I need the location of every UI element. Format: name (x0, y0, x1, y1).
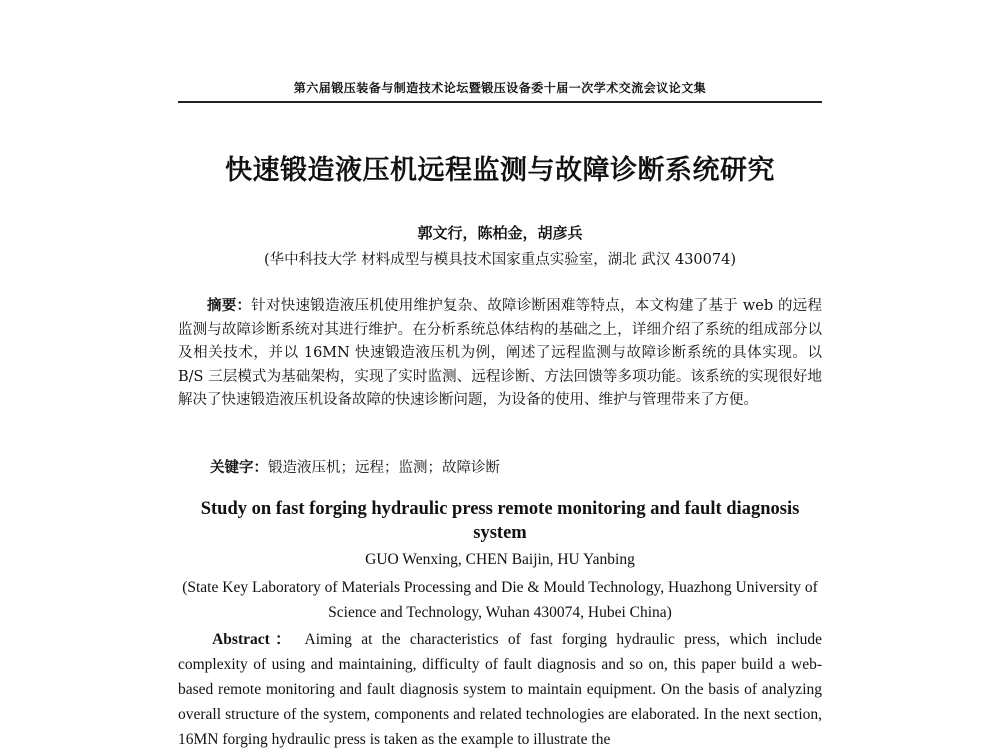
paper-title-en: Study on fast forging hydraulic press remote monitoring and fault diagnosis system (200, 499, 800, 543)
keywords-cn-text: 锻造液压机；远程；监测；故障诊断 (268, 460, 500, 476)
running-header: 第六届锻压装备与制造技术论坛暨锻压设备委十届一次学术交流会议论文集 (293, 81, 707, 95)
authors-en: GUO Wenxing, CHEN Baijin, HU Yanbing (365, 551, 635, 568)
abstract-cn-label: 摘要： (207, 298, 252, 314)
abstract-en-label: Abstract： (212, 631, 297, 648)
abstract-cn-text: 针对快速锻造液压机使用维护复杂、故障诊断困难等特点，本文构建了基于 web 的远程监测与故障诊断系统对其进行维护。在分析系统总体结构的基础之上，详细介绍了系统的组成部分以及相关技术，并以 16MN 快速锻造液压机为例，阐述了远程监测与故障诊断系统的具体实现。以 B/S 三层模式为基础架构，实现了实时监测、远程诊断、方法回馈等多项功能。该系统的实现很好地解决了快速锻造液压机设备故障的快速诊断问题，为设备的使用、维护与管理带来了方便。 (178, 298, 822, 408)
abstract-cn (178, 295, 822, 413)
header-rule (178, 101, 822, 103)
keywords-cn (210, 456, 500, 477)
keywords-cn-label: 关键字： (210, 460, 268, 476)
affiliation-en: (State Key Laboratory of Materials Processing and Die & Mould Technology, Huazhong University of Science and Technology, Wuhan 430074, Hubei China) (182, 579, 818, 621)
abstract-en-text: Aiming at the characteristics of fast forging hydraulic press, which include complexity of using and maintaining, difficulty of fault diagnosis and so on, this paper build a web-based remote monitoring and fault diagnosis system to maintain equipment. On the basis of analyzing overall structure of the system, components and related technologies are elaborated. In the next section, 16MN forging hydraulic press is taken as the example to illustrate the (178, 631, 822, 748)
authors-cn: 郭文行，陈柏金，胡彦兵 (417, 224, 583, 242)
paper-title-cn: 快速锻造液压机远程监测与故障诊断系统研究 (225, 155, 775, 186)
abstract-en (178, 627, 822, 752)
affiliation-cn: (华中科技大学 材料成型与模具技术国家重点实验室，湖北 武汉 430074) (264, 252, 736, 268)
